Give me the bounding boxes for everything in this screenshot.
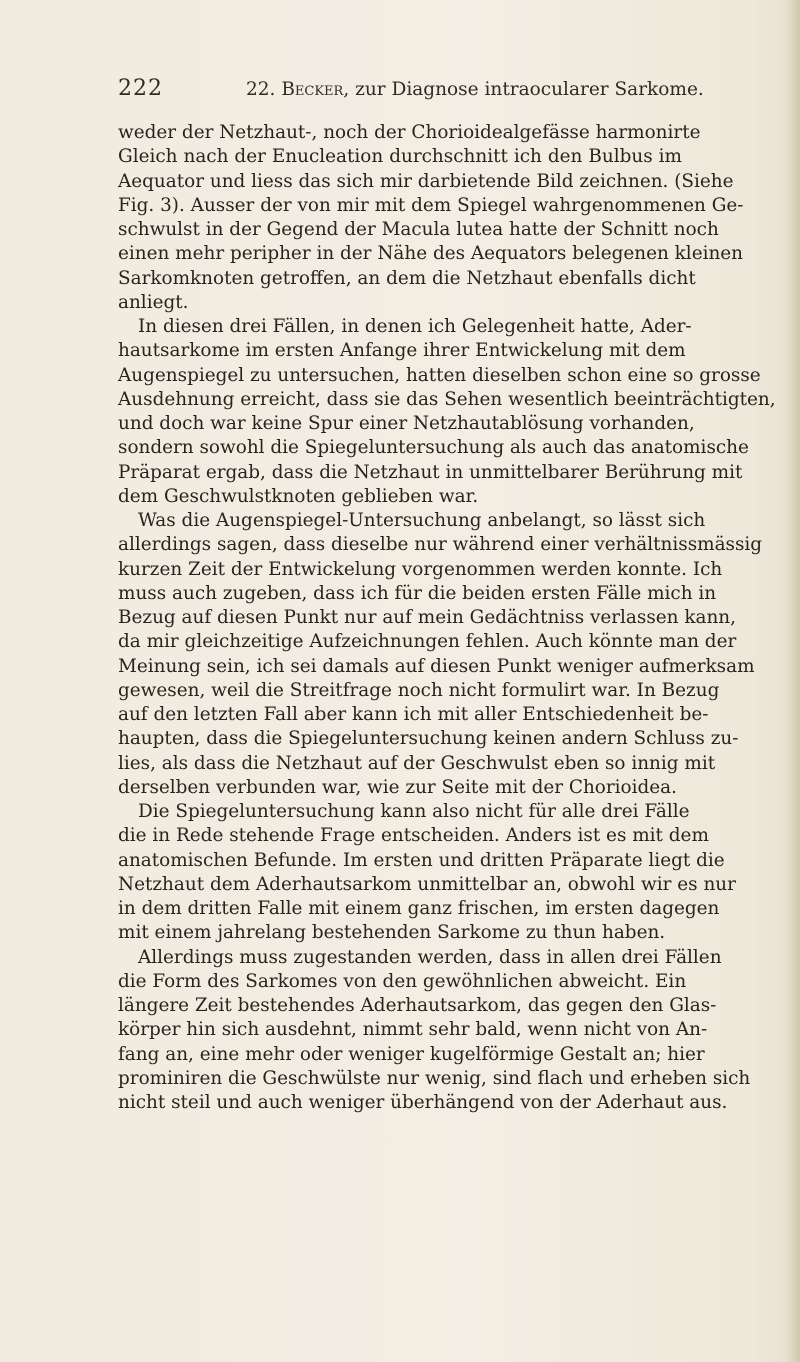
text-line: In diesen drei Fällen, in denen ich Gelegenheit hatte, Ader- — [138, 316, 692, 337]
text-line: Aequator und liess das sich mir darbietende Bild zeichnen. (Siehe — [118, 170, 734, 192]
text-line: muss auch zugeben, dass ich für die beiden ersten Fälle mich in — [118, 582, 717, 604]
text-line: schwulst in der Gegend der Macula lutea hatte der Schnitt noch — [118, 219, 719, 240]
paragraph — [118, 121, 744, 315]
text-line: und doch war keine Spur einer Netzhautablösung vorhanden, — [118, 413, 695, 434]
running-header — [118, 76, 704, 106]
text-line: Präparat ergab, dass die Netzhaut in unmittelbarer Berührung mit — [118, 461, 743, 483]
body-text — [118, 121, 776, 1115]
text-line: prominiren die Geschwülste nur wenig, sind flach und erheben sich — [118, 1067, 751, 1089]
text-line: haupten, dass die Spiegeluntersuchung keinen andern Schluss zu- — [118, 728, 739, 750]
text-line: Die Spiegeluntersuchung kann also nicht für alle drei Fälle — [138, 801, 690, 822]
text-line: allerdings sagen, dass dieselbe nur während einer verhältnissmässig — [118, 534, 763, 556]
text-line: einen mehr peripher in der Nähe des Aequators belegenen kleinen — [118, 243, 744, 265]
text-line: dem Geschwulstknoten geblieben war. — [118, 485, 479, 507]
text-line: mit einem jahrelang bestehenden Sarkome zu thun haben. — [118, 922, 666, 944]
text-line: Augenspiegel zu untersuchen, hatten dieselben schon eine so grosse — [118, 364, 761, 386]
text-line: anliegt. — [118, 291, 189, 313]
author-name: Becker — [281, 79, 344, 100]
text-line: Allerdings muss zugestanden werden, dass in allen drei Fällen — [138, 946, 722, 968]
text-line: nicht steil und auch weniger überhängend von der Aderhaut aus. — [118, 1092, 728, 1113]
text-line: weder der Netzhaut-, noch der Chorioidealgefässe harmonirte — [118, 122, 701, 143]
text-line: auf den letzten Fall aber kann ich mit aller Entschiedenheit be- — [118, 704, 709, 725]
text-line: in dem dritten Falle mit einem ganz frischen, im ersten dagegen — [118, 898, 720, 919]
text-line: Netzhaut dem Aderhautsarkom unmittelbar an, obwohl wir es nur — [118, 873, 736, 895]
text-line: die in Rede stehende Frage entscheiden. Anders ist es mit dem — [118, 825, 709, 847]
text-line: hautsarkome im ersten Anfange ihrer Entwickelung mit dem — [118, 340, 686, 362]
text-line: körper hin sich ausdehnt, nimmt sehr bald, wenn nicht von An- — [118, 1019, 708, 1041]
text-line: anatomischen Befunde. Im ersten und dritten Präparate liegt die — [118, 849, 725, 871]
text-line: gewesen, weil die Streitfrage noch nicht formulirt war. In Bezug — [118, 679, 720, 701]
text-line: fang an, eine mehr oder weniger kugelförmige Gestalt an; hier — [118, 1043, 705, 1065]
running-title — [246, 79, 704, 100]
text-line: Fig. 3). Ausser der von mir mit dem Spiegel wahrgenommenen Ge- — [118, 194, 744, 216]
text-line: längere Zeit bestehendes Aderhautsarkom, das gegen den Glas- — [118, 995, 717, 1016]
paragraph — [118, 946, 751, 1116]
text-line: da mir gleichzeitige Aufzeichnungen fehlen. Auch könnte man der — [118, 631, 737, 653]
text-line: die Form des Sarkomes von den gewöhnlichen abweicht. Ein — [118, 970, 687, 992]
text-line: Bezug auf diesen Punkt nur auf mein Gedächtniss verlassen kann, — [118, 607, 736, 628]
text-line: kurzen Zeit der Entwickelung vorgenommen werden konnte. Ich — [118, 558, 723, 580]
text-line: Was die Augenspiegel-Untersuchung anbelangt, so lässt sich — [138, 510, 706, 531]
chapter-number: 22. — [246, 79, 276, 100]
paragraph — [118, 800, 736, 946]
page-number: 222 — [118, 76, 163, 101]
page-edge-shadow — [786, 0, 800, 1362]
title-rest: , zur Diagnose intraocularer Sarkome. — [343, 79, 704, 100]
text-line: derselben verbunden war, wie zur Seite mit der Chorioidea. — [118, 776, 677, 798]
text-line: Ausdehnung erreicht, dass sie das Sehen wesentlich beeinträchtigten, — [118, 388, 776, 410]
paragraph — [118, 315, 776, 509]
text-line: Meinung sein, ich sei damals auf diesen Punkt weniger aufmerksam — [118, 655, 755, 677]
text-line: Sarkomknoten getroffen, an dem die Netzhaut ebenfalls dicht — [118, 267, 696, 289]
text-line: lies, als dass die Netzhaut auf der Geschwulst eben so innig mit — [118, 752, 716, 774]
paragraph — [118, 509, 763, 800]
text-line: sondern sowohl die Spiegeluntersuchung als auch das anatomische — [118, 437, 749, 459]
text-line: Gleich nach der Enucleation durchschnitt ich den Bulbus im — [118, 146, 682, 168]
